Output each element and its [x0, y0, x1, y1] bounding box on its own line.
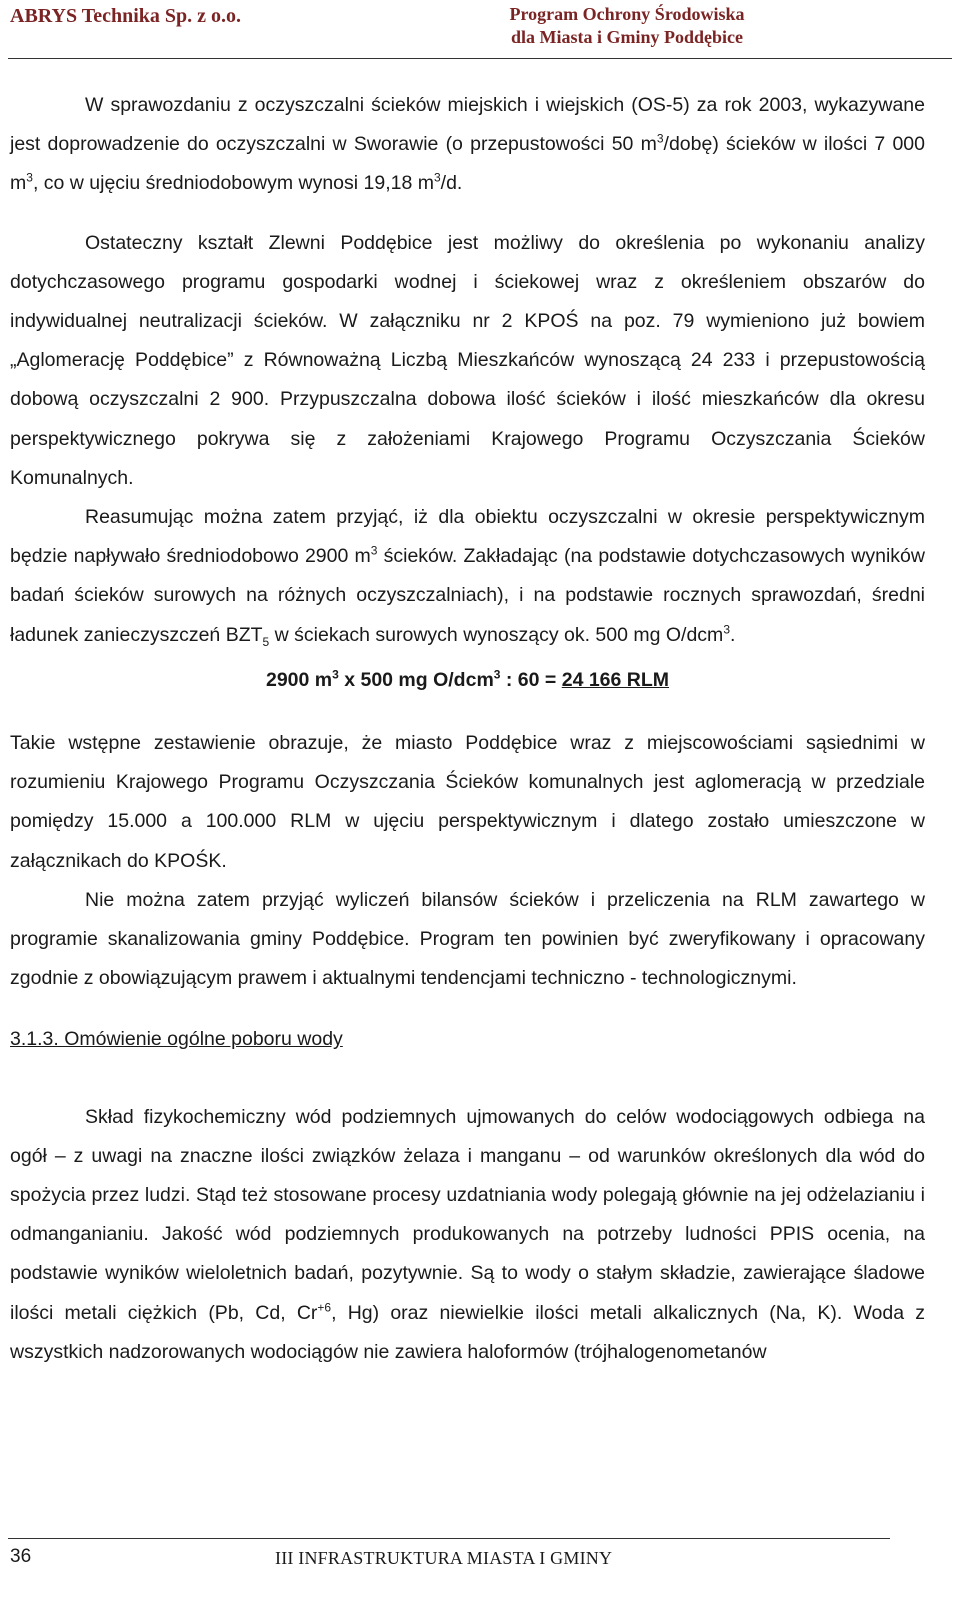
paragraph-3: Reasumując można zatem przyjąć, iż dla obiektu oczyszczalni w okresie perspektywicznym będzie napływało średniodobowo 2900 $m^3$ ścieków. Zakładając (na podstawie dotychczasowych wyników badań ścieków surowych na różnych oczyszczalniach), i na podstawie rocznych sprawozdań, średni ładunek zanieczyszczeń $BZT_5$ w ściekach surowych wynoszący ok. 500 mg O/dcm$^3$. — [10, 506, 925, 649]
document-body — [10, 86, 925, 1372]
rlm-formula: 2900 $m^3$ x 500 mg O/dcm$^3$ : 60 = 24 166 RLM — [265, 667, 670, 691]
paragraph-5: Nie można zatem przyjąć wyliczeń bilansów ścieków i przeliczenia na RLM zawartego w programie skanalizowania gminy Poddębice. Program ten powinien być zweryfikowany i opracowany zgodnie z obowiązującym prawem i aktualnymi tendencjami techniczno - technologicznymi. — [10, 888, 925, 990]
company-name: ABRYS Technika Sp. z o.o. — [10, 5, 242, 27]
program-title — [477, 3, 777, 49]
chapter-title: III INFRASTRUKTURA MIASTA I GMINY — [275, 1548, 613, 1568]
paragraph-6: Skład fizykochemiczny wód podziemnych ujmowanych do celów wodociągowych odbiega na ogół – z uwagi na znaczne ilości związków żelaza i manganu – od warunków określonych dla wód do spożycia przez ludzi. Stąd też stosowane procesy uzdatniania wody polegają głównie na jej odżelazianiu i odmanganianiu. Jakość wód podziemnych produkowanych na potrzeby ludności PPIS ocenia, na podstawie wyników wieloletnich badań, pozytywnie. Są to wody o stałym składzie, zawierające śladowe ilości metali ciężkich (Pb, Cd, $Cr^{+6}$, Hg) oraz niewielkie ilości metali alkalicznych (Na, K). Woda z wszystkich nadzorowanych wodociągów nie zawiera haloformów (trójhalogenometanów — [10, 1105, 925, 1363]
paragraph-2: Ostateczny kształt Zlewni Poddębice jest możliwy do określenia po wykonaniu analizy dotychczasowego programu gospodarki wodnej i ściekowej wraz z określeniem obszarów do indywidualnej neutralizacji ścieków. W załączniku nr 2 KPOŚ na poz. 79 wymieniono już bowiem „Aglomerację Poddębice” z Równoważną Liczbą Mieszkańców wynoszącą 24 233 i przepustowością dobową oczyszczalni 2 900. Przypuszczalna dobowa ilość ścieków i ilość mieszkańców dla okresu perspektywicznego pokrywa się z założeniami Krajowego Programu Oczyszczania Ścieków Komunalnych. — [10, 231, 925, 489]
page-header — [0, 0, 960, 62]
paragraph-4: Takie wstępne zestawienie obrazuje, że miasto Poddębice wraz z miejscowościami sąsiednimi w rozumieniu Krajowego Programu Oczyszczania Ścieków komunalnych jest aglomeracją w przedziale pomiędzy 15.000 a 100.000 RLM w ujęciu perspektywicznym i dlatego zostało umieszczone w załącznikach do KPOŚK. — [10, 732, 925, 872]
formula-result: 24 166 RLM — [561, 668, 670, 691]
page-number: 36 — [10, 1546, 32, 1567]
footer-divider — [8, 1538, 890, 1539]
header-divider — [8, 58, 952, 59]
paragraph-1: W sprawozdaniu z oczyszczalni ścieków miejskich i wiejskich (OS-5) za rok 2003, wykazywane jest doprowadzenie do oczyszczalni w Sworawie (o przepustowości 50 $m^3/dobę$) ścieków w ilości 7 000 $m^3$, co w ujęciu średniodobowym wynosi 19,18 $m^3/d$. — [10, 94, 925, 195]
section-heading: 3.1.3. Omówienie ogólne poboru wody — [10, 1028, 343, 1051]
program-title-line2: dla Miasta i Gminy Poddębice — [510, 27, 743, 47]
program-title-line1: Program Ochrony Środowiska — [509, 4, 745, 24]
